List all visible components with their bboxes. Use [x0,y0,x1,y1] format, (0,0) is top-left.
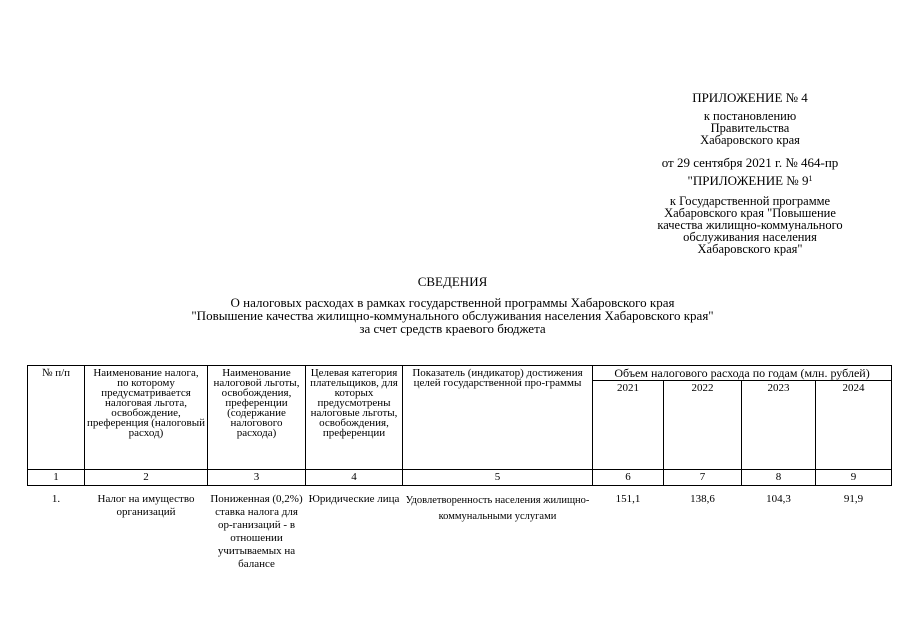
column-number: 7 [664,470,742,486]
row-indicator: Удовлетворенность населения жилищно-коммунальными услугами [405,495,590,522]
document-subtitle [0,296,905,335]
appendix-resolution-ref [600,110,900,146]
row-value-2021: 151,1 [615,493,641,505]
column-number: 5 [403,470,593,486]
appendix-resolution-line: Хабаровского края [700,133,800,147]
table-header-row [28,366,892,381]
appendix-resolution-line: к постановлению [703,109,797,123]
header-year: 2023 [742,381,816,470]
tax-expenditure-table [27,365,892,574]
appendix-superscript: 1 [808,174,813,183]
row-num: 1. [51,493,61,505]
column-number: 8 [742,470,816,486]
header-volume-group: Объем налогового расхода по годам (млн. рублей) [593,366,892,381]
appendix-program-line: качества жилищно-коммунального [657,218,843,232]
column-number: 6 [593,470,664,486]
appendix-program-line: обслуживания населения [683,230,817,244]
appendix-title [600,91,900,104]
subtitle-line: "Повышение качества жилищно-коммунального обслуживания населения Хабаровского края" [191,308,714,323]
appendix-quoted-title [600,174,900,187]
table-row [28,490,892,574]
appendix-program-ref [600,195,900,255]
header-year: 2022 [664,381,742,470]
row-value-2022: 138,6 [690,493,715,505]
header-year: 2024 [816,381,892,470]
column-number: 2 [85,470,208,486]
appendix-program-line: Хабаровского края "Повышение [664,206,836,220]
subtitle-line: О налоговых расходах в рамках государственной программы Хабаровского края [230,295,675,310]
appendix-date-text: от 29 сентября 2021 г. № 464-пр [661,155,839,170]
row-value-2024: 91,9 [843,493,864,505]
header-year: 2021 [593,381,664,470]
row-target-category: Юридические лица [308,493,400,505]
row-tax-name: Налог на имущество организаций [97,493,195,518]
document-title [0,275,905,288]
column-number: 1 [28,470,85,486]
document-title-text: СВЕДЕНИЯ [417,274,488,289]
header-benefit-name: Наименование налоговой льготы, освобождения, преференции (содержание налогового расхода) [208,366,306,470]
column-number: 9 [816,470,892,486]
row-benefit-name: Пониженная (0,2%) ставка налога для ор-ганизаций - в отношении учитываемых на балансе [210,493,303,570]
appendix-program-line: к Государственной программе [669,194,831,208]
subtitle-line: за счет средств краевого бюджета [359,321,546,336]
header-target-category: Целевая категория плательщиков, для которых предусмотрены налоговые льготы, освобождения, преференции [306,366,403,470]
row-value-2023: 104,3 [766,493,791,505]
appendix-title-text: ПРИЛОЖЕНИЕ № 4 [692,90,808,105]
appendix-quoted-title-text: "ПРИЛОЖЕНИЕ № 9 [687,173,809,188]
column-number-row [28,470,892,486]
header-tax-name: Наименование налога, по которому предусматривается налоговая льгота, освобождение, преференция (налоговый расход) [85,366,208,470]
header-num: № п/п [28,366,85,470]
column-number: 3 [208,470,306,486]
header-indicator: Показатель (индикатор) достижения целей государственной про-граммы [403,366,593,470]
appendix-date-line [600,156,900,169]
appendix-resolution-line: Правительства [710,121,790,135]
column-number: 4 [306,470,403,486]
appendix-program-line: Хабаровского края" [697,242,803,256]
